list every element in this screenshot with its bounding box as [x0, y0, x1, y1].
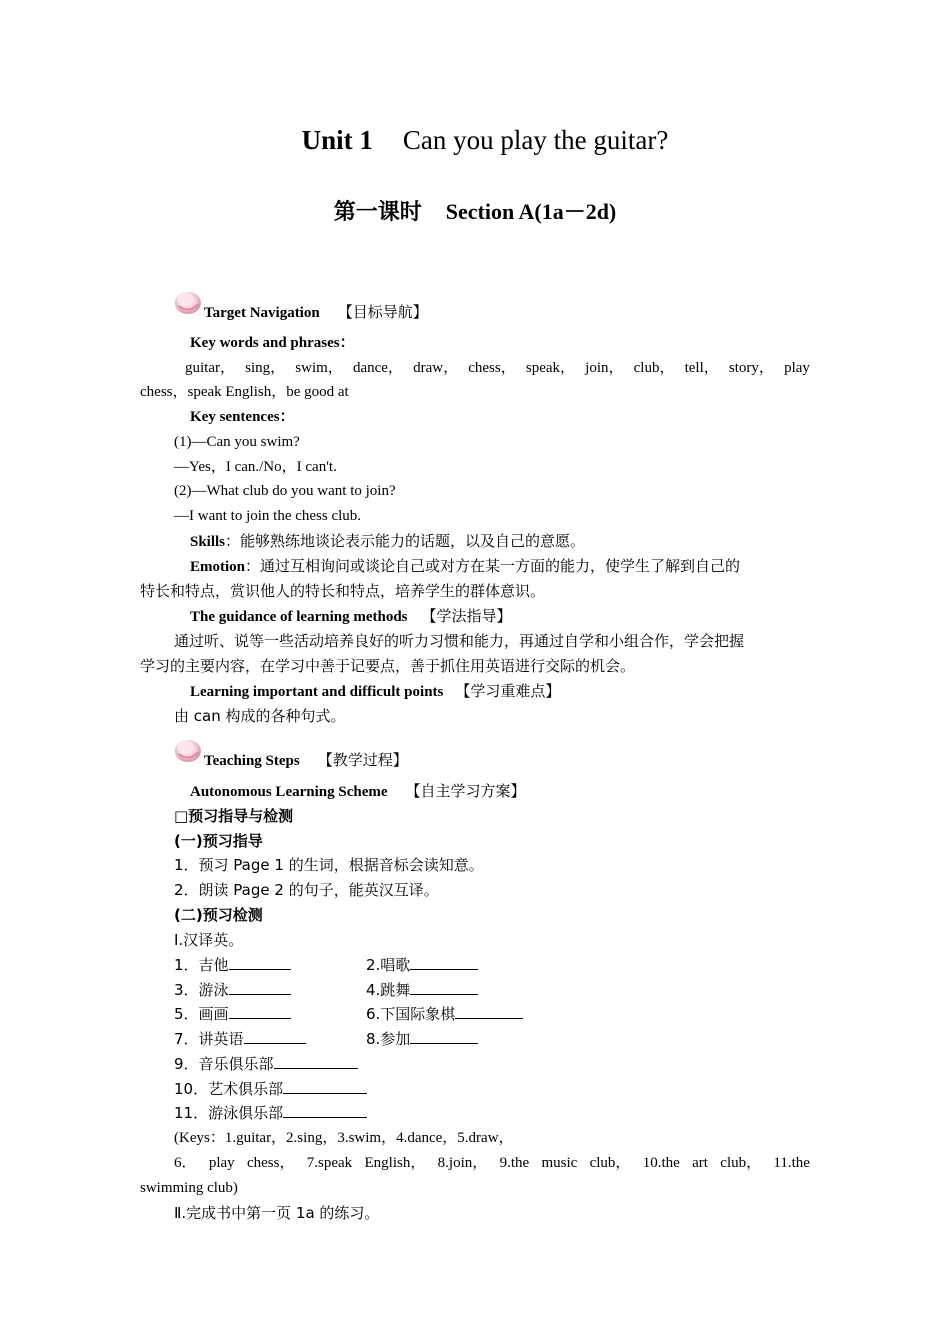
word: 7.speak	[306, 1155, 353, 1171]
word: 11.the	[773, 1155, 810, 1171]
key-words-line	[185, 358, 810, 378]
emotion-line-cont: 特长和特点，赏识他人的特长和特点，培养学生的群体意识。	[140, 582, 546, 600]
lesson-label: 第一课时	[333, 199, 422, 224]
sentence-2: (2)—What club do you want to join?	[174, 483, 396, 499]
exercise-item: 11．游泳俱乐部	[174, 1103, 367, 1123]
teaching-heading: Teaching Steps 【教学过程】	[204, 751, 408, 769]
exercise-item: 7．讲英语	[174, 1029, 306, 1049]
word: play	[208, 1155, 235, 1171]
word: art	[692, 1155, 708, 1171]
word: guitar，	[185, 360, 235, 376]
word: 8.join，	[437, 1155, 488, 1171]
guidance-text: 通过听、说等一些活动培养良好的听力习惯和能力，再通过自学和小组合作，学会把握	[174, 632, 745, 650]
exercise-item: 2.唱歌	[366, 955, 478, 975]
word: play	[784, 360, 810, 376]
word: draw，	[413, 360, 459, 376]
key-sentences-label: Key sentences：	[190, 409, 295, 425]
preview-guide-heading: (一)预习指导	[174, 832, 263, 850]
unit-question: Can you play the guitar?	[402, 125, 669, 155]
skills-line: Skills：能够熟练地谈论表示能力的话题，以及自己的意愿。	[190, 532, 586, 550]
emotion-line: Emotion：通过互相询问或谈论自己或对方在某一方面的能力，使学生了解到自己的	[190, 557, 741, 575]
exercise-item: 8.参加	[366, 1029, 478, 1049]
keys-line: swimming club)	[140, 1180, 238, 1196]
preview-item: 1．预习 Page 1 的生词，根据音标会读知意。	[174, 856, 484, 874]
key-words-line: chess，speak English，be good at	[140, 384, 349, 400]
exercise-item: 3．游泳	[174, 980, 291, 1000]
exercise-item: 5．画画	[174, 1004, 291, 1024]
word: story，	[728, 360, 774, 376]
preview-item: 2．朗读 Page 2 的句子，能英汉互译。	[174, 881, 439, 899]
exercise-item: 1．吉他	[174, 955, 291, 975]
target-heading: Target Navigation 【目标导航】	[204, 303, 428, 321]
word: 10.the	[642, 1155, 680, 1171]
page-title	[0, 122, 950, 158]
word: English，	[364, 1155, 426, 1171]
exercise-item: 6.下国际象棋	[366, 1004, 523, 1024]
points-heading: Learning important and difficult points 【学习重难点】	[190, 682, 561, 700]
part-1-heading: Ⅰ.汉译英。	[174, 931, 244, 949]
word: chess，	[246, 1155, 295, 1171]
word: chess，	[468, 360, 516, 376]
preview-test-heading: (二)预习检测	[174, 906, 263, 924]
sentence-2-answer: —I want to join the chess club.	[174, 508, 362, 524]
word: swim，	[295, 360, 343, 376]
guidance-text-cont: 学习的主要内容，在学习中善于记要点，善于抓住用英语进行交际的机会。	[140, 657, 636, 675]
word: join，	[585, 360, 624, 376]
word: speak，	[525, 360, 576, 376]
autonomous-heading: Autonomous Learning Scheme 【自主学习方案】	[190, 782, 526, 800]
word: sing，	[245, 360, 286, 376]
word: music	[541, 1155, 578, 1171]
lesson-title	[0, 196, 950, 228]
word: 9.the	[499, 1155, 530, 1171]
word: tell，	[684, 360, 719, 376]
flower-icon	[173, 286, 205, 316]
part-2-heading: Ⅱ.完成书中第一页 1a 的练习。	[174, 1204, 380, 1222]
exercise-item: 4.跳舞	[366, 980, 478, 1000]
preview-heading: □预习指导与检测	[174, 807, 294, 825]
word: club，	[633, 360, 675, 376]
key-words-label: Key words and phrases：	[190, 335, 355, 351]
exercise-item: 10．艺术俱乐部	[174, 1079, 367, 1099]
guidance-heading: The guidance of learning methods 【学法指导】	[190, 607, 512, 625]
keys-line: (Keys：1.guitar，2.sing，3.swim，4.dance，5.draw，	[174, 1130, 514, 1146]
sentence-1: (1)—Can you swim?	[174, 434, 300, 450]
word: club，	[589, 1155, 631, 1171]
keys-line	[174, 1153, 810, 1173]
unit-label: Unit 1	[301, 125, 373, 155]
word: 6．	[174, 1155, 197, 1171]
exercise-item: 9．音乐俱乐部	[174, 1054, 358, 1074]
word: club，	[720, 1155, 762, 1171]
word: dance，	[352, 360, 403, 376]
sentence-1-answer: —Yes，I can./No，I can't.	[174, 459, 337, 475]
points-text: 由 can 构成的各种句式。	[174, 707, 346, 725]
section-label: Section A(1a－2d)	[445, 199, 617, 224]
flower-icon	[173, 734, 205, 764]
